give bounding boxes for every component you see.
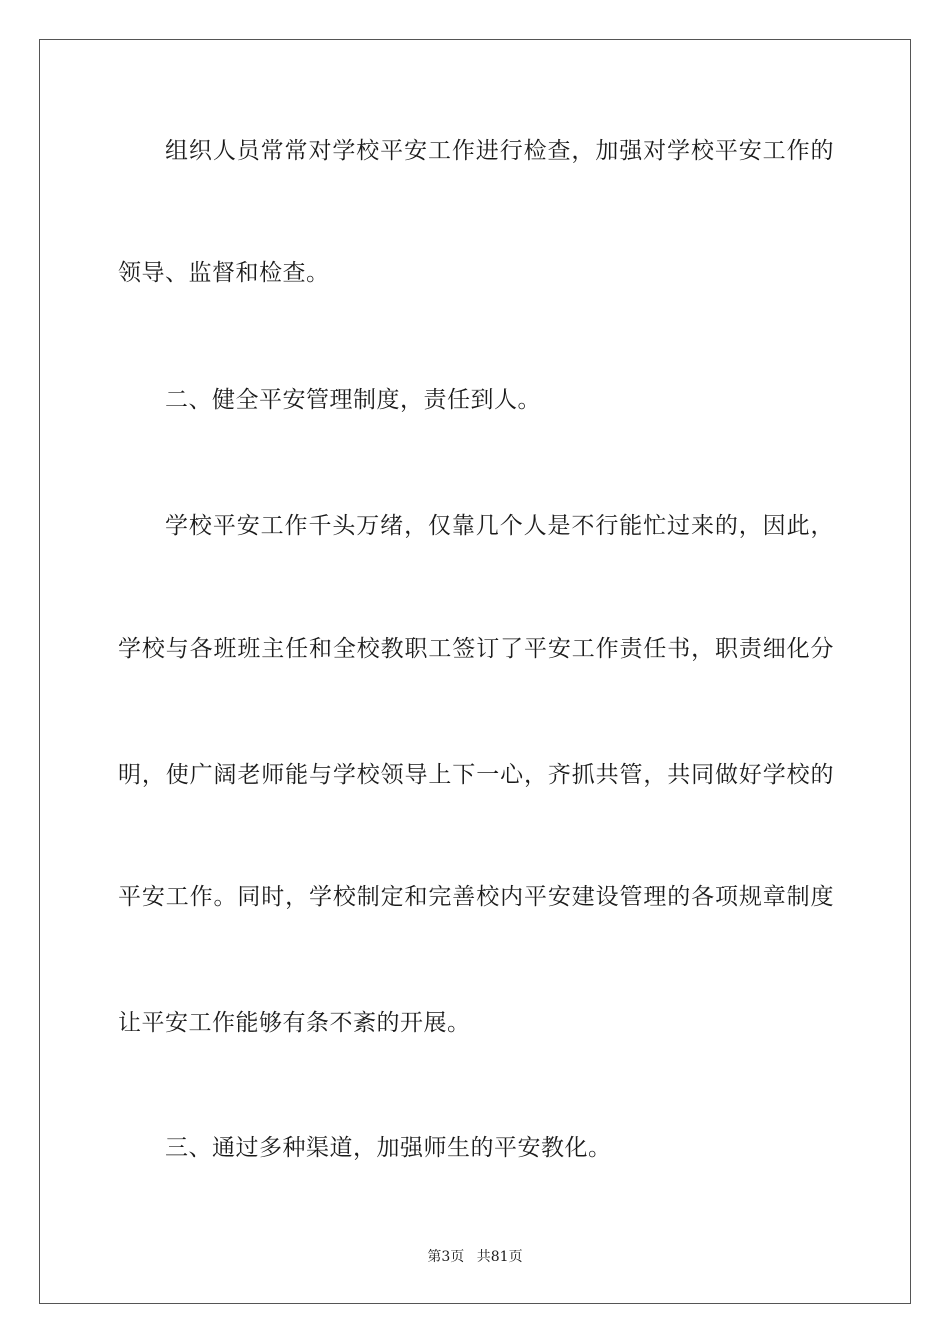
section-heading-2: 二、健全平安管理制度，责任到人。 — [165, 387, 541, 413]
paragraph-line: 让平安工作能够有条不紊的开展。 — [118, 1010, 471, 1036]
paragraph-line: 明，使广阔老师能与学校领导上下一心，齐抓共管，共同做好学校的 — [118, 762, 834, 788]
paragraph-line: 学校平安工作千头万绪，仅靠几个人是不行能忙过来的，因此， — [165, 513, 834, 539]
section-heading-3: 三、通过多种渠道，加强师生的平安教化。 — [165, 1135, 612, 1161]
total-pages: 共81页 — [476, 1249, 523, 1265]
page-number: 第3页 — [427, 1249, 465, 1265]
paragraph-line: 学校与各班班主任和全校教职工签订了平安工作责任书，职责细化分 — [118, 636, 834, 662]
page-footer — [0, 1248, 950, 1266]
paragraph-line: 组织人员常常对学校平安工作进行检查，加强对学校平安工作的 — [165, 138, 834, 164]
paragraph-line: 平安工作。同时，学校制定和完善校内平安建设管理的各项规章制度 — [118, 884, 834, 910]
page-frame — [39, 39, 911, 1304]
paragraph-line: 领导、监督和检查。 — [118, 260, 330, 286]
